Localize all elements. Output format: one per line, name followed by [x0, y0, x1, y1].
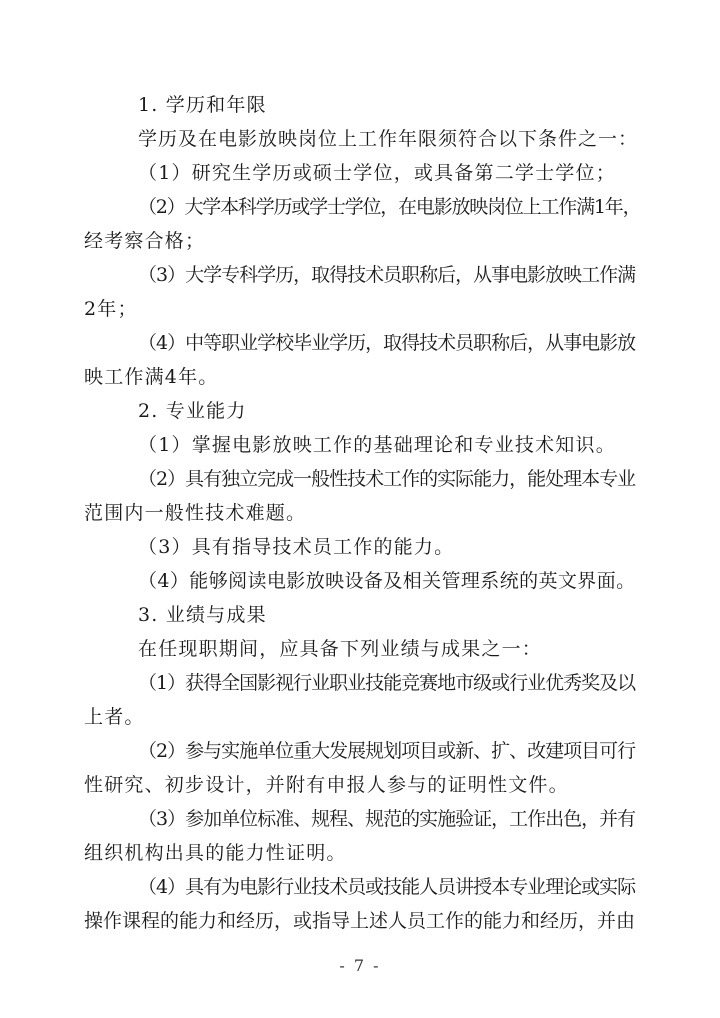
- paragraph-line: 范围内一般性技术难题。: [84, 502, 307, 524]
- paragraph-line: （3）具有指导技术员工作的能力。: [138, 536, 455, 558]
- paragraph-line: （4）具有为电影行业技术员或技能人员讲授本专业理论或实际: [138, 876, 636, 898]
- page-number: - 7 -: [339, 956, 381, 975]
- paragraph-line: （1）研究生学历或硕士学位，或具备第二学士学位；: [138, 162, 616, 184]
- paragraph-line: 组织机构出具的能力性证明。: [84, 842, 347, 864]
- paragraph-line: 在任现职期间，应具备下列业绩与成果之一：: [138, 638, 543, 660]
- paragraph-line: 性研究、初步设计，并附有申报人参与的证明性文件。: [84, 774, 569, 796]
- paragraph-line: （4）能够阅读电影放映设备及相关管理系统的英文界面。: [138, 570, 636, 592]
- paragraph-line: 学历及在电影放映岗位上工作年限须符合以下条件之一：: [138, 128, 639, 150]
- paragraph-line: （2）大学本科学历或学士学位，在电影放映岗位上工作满1年，: [138, 196, 641, 218]
- paragraph-line: （1）获得全国影视行业职业技能竞赛地市级或行业优秀奖及以: [138, 672, 636, 694]
- paragraph-line: 上者。: [84, 706, 145, 728]
- paragraph-line: （4）中等职业学校毕业学历，取得技术员职称后，从事电影放: [138, 332, 636, 354]
- paragraph-line: 经考察合格；: [84, 230, 206, 252]
- paragraph-line: 映工作满4年。: [84, 366, 219, 388]
- paragraph-line: 操作课程的能力和经历，或指导上述人员工作的能力和经历，并由: [84, 910, 636, 932]
- section-heading-ability: 2. 专业能力: [138, 400, 247, 422]
- paragraph-line: （2）参与实施单位重大发展规划项目或新、扩、改建项目可行: [138, 740, 636, 762]
- paragraph-line: （1）掌握电影放映工作的基础理论和专业技术知识。: [138, 434, 616, 456]
- section-heading-education: 1. 学历和年限: [138, 94, 267, 116]
- document-body: [84, 92, 640, 942]
- paragraph-line: （2）具有独立完成一般性技术工作的实际能力，能处理本专业: [138, 468, 636, 490]
- paragraph-line: 2年；: [84, 298, 138, 320]
- section-heading-achievements: 3. 业绩与成果: [138, 604, 267, 626]
- paragraph-line: （3）大学专科学历，取得技术员职称后，从事电影放映工作满: [138, 264, 636, 286]
- paragraph-line: （3）参加单位标准、规程、规范的实施验证，工作出色，并有: [138, 808, 636, 830]
